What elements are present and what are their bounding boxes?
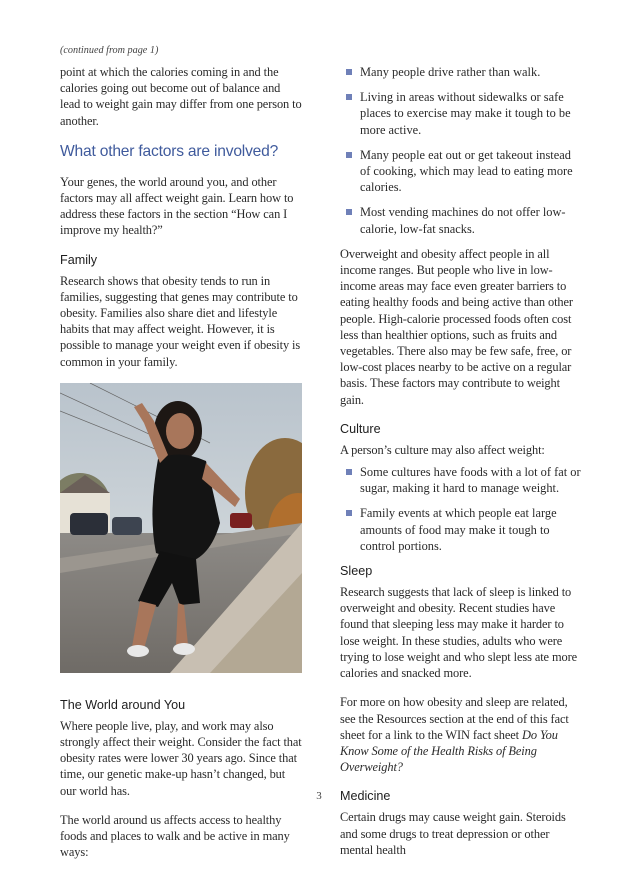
world-paragraph-2: The world around us affects access to healthy foods and places to walk and be active in many ways:: [60, 812, 290, 860]
factors-paragraph: Your genes, the world around you, and other factors may all affect weight gain. Learn how to address these factors in the section “How can I improve my health?”: [60, 174, 294, 238]
continued-note: (continued from page 1): [60, 45, 159, 56]
family-paragraph: Research shows that obesity tends to run in families, suggesting that genes may contribute to obesity. Families also share diet and lifestyle habits that may affect weight. However, it is possible to manage your weight even if obesity is common in your family.: [60, 273, 301, 369]
left-column: [60, 44, 302, 873]
list-item: Family events at which people eat large amounts of food may make it tough to control portions.: [340, 505, 582, 554]
sleep-paragraph: Research suggests that lack of sleep is linked to overweight and obesity. Recent studies have found that sleeping less may make it harder to lose weight. In these studies, adults who were trying to lose weight and who slept less ate more calories and snacked more.: [340, 585, 578, 681]
sleep-more-paragraph: For more on how obesity and sleep are related, see the Resources section at the end of this fact sheet for a link to the WIN fact sheet Do You Know Some of the Health Risks of Being Overweight?: [340, 695, 569, 775]
square-bullet-icon: [346, 510, 352, 516]
intro-paragraph: point at which the calories coming in and the calories going out become out of balance and lead to weight gain may differ from one person to another.: [60, 65, 302, 128]
culture-paragraph: A person’s culture may also affect weight:: [340, 442, 545, 457]
fact-sheet-title: Do You Know Some of the Health Risks of Being Overweight?: [340, 727, 558, 775]
world-bullet-list: [340, 64, 582, 237]
woman-walking-photo: [60, 383, 302, 673]
list-item: Most vending machines do not offer low-calorie, low-fat snacks.: [340, 204, 582, 236]
culture-bullet-list: [340, 464, 582, 554]
right-column: [340, 64, 582, 871]
medicine-heading: Medicine: [340, 789, 391, 804]
list-item: Many people drive rather than walk.: [340, 64, 582, 80]
sleep-heading: Sleep: [340, 564, 373, 579]
square-bullet-icon: [346, 69, 352, 75]
family-heading: Family: [60, 252, 98, 267]
square-bullet-icon: [346, 94, 352, 100]
list-item: Some cultures have foods with a lot of fat or sugar, making it hard to manage weight.: [340, 464, 582, 496]
world-heading: The World around You: [60, 697, 186, 712]
list-item: Many people eat out or get takeout instead of cooking, which may lead to eating more calories.: [340, 147, 582, 196]
overweight-paragraph: Overweight and obesity affect people in all income ranges. But people who live in low-income areas may face even greater barriers to eating healthy foods and being active than other people. High-calorie processed foods often cost less than healthier options, such as fruits and vegetables. There also may be few safe, free, or low-cost places nearby to be active on a regular basis. These factors may contribute to weight gain.: [340, 246, 573, 407]
list-item: Living in areas without sidewalks or safe places to exercise may make it tough to be more active.: [340, 89, 582, 138]
world-paragraph-1: Where people live, play, and work may also strongly affect their weight. Consider the fact that obesity rates were lower 30 years ago. Since that time, our genetic make-up hasn’t changed, but our world has.: [60, 718, 302, 798]
factors-heading: What other factors are involved?: [60, 142, 279, 160]
culture-heading: Culture: [340, 421, 381, 436]
square-bullet-icon: [346, 469, 352, 475]
page-number: 3: [316, 790, 322, 802]
medicine-paragraph: Certain drugs may cause weight gain. Steroids and some drugs to treat depression or other mental health: [340, 810, 566, 857]
square-bullet-icon: [346, 152, 352, 158]
square-bullet-icon: [346, 209, 352, 215]
